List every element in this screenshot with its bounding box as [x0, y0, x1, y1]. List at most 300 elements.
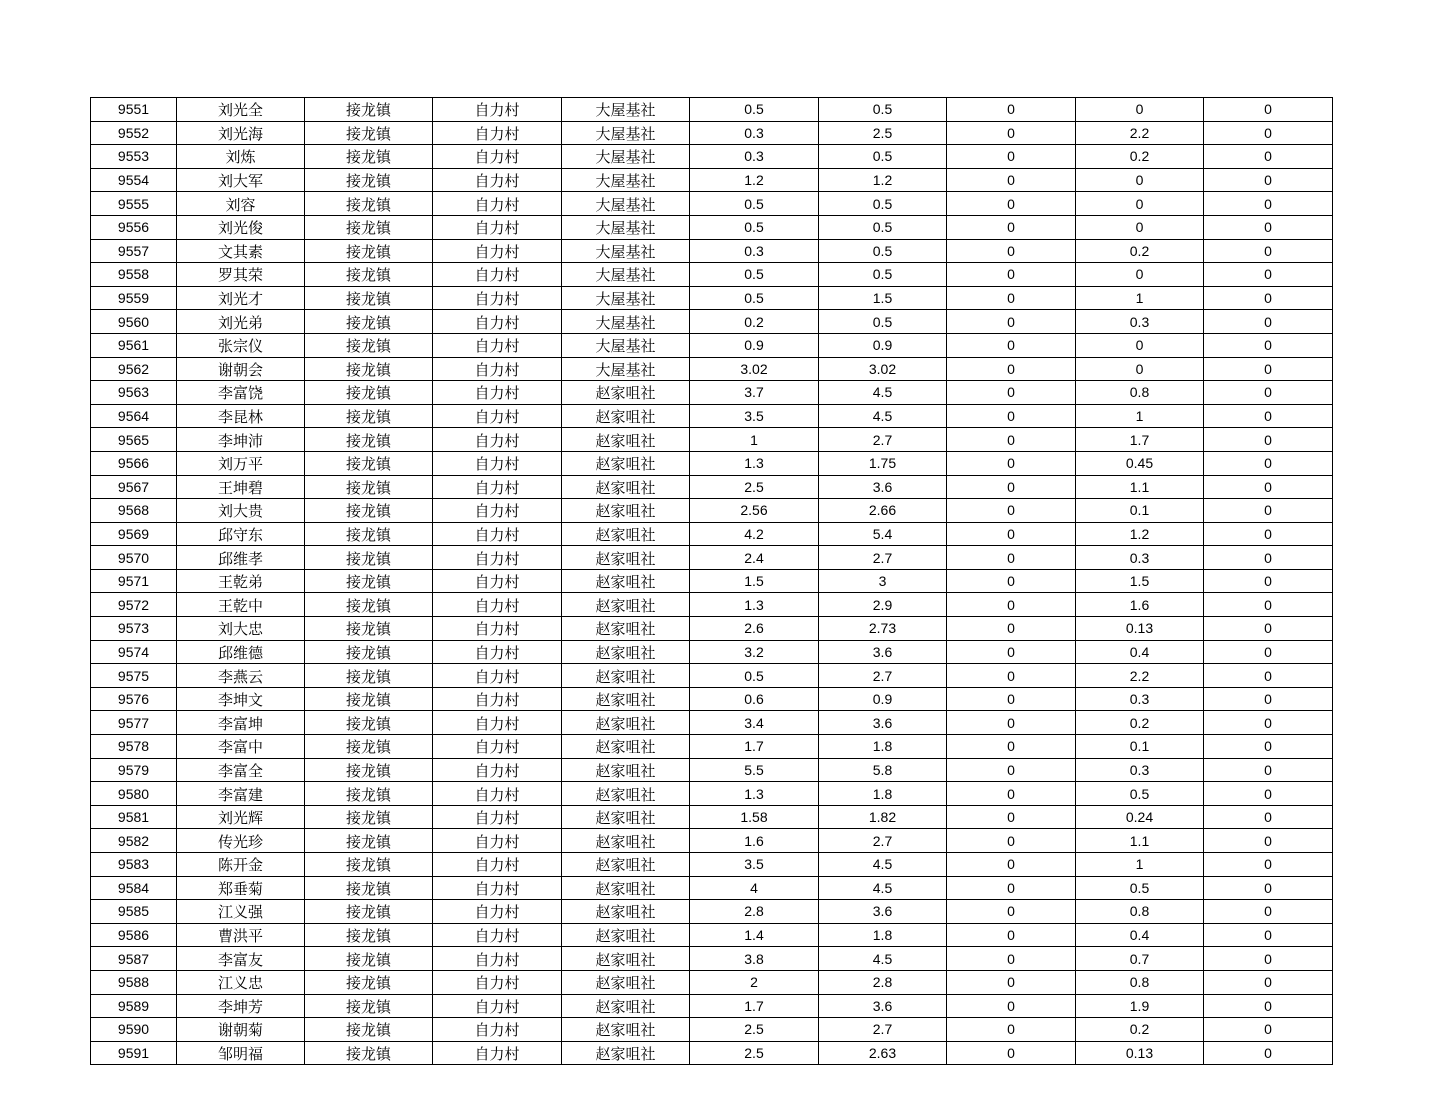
cell-group: 大屋基社: [562, 215, 690, 239]
cell-name: 刘光辉: [177, 805, 305, 829]
cell-value-5: 0: [1204, 947, 1333, 971]
cell-group: 赵家咀社: [562, 428, 690, 452]
cell-village: 自力村: [433, 758, 562, 782]
cell-value-1: 2.4: [690, 546, 819, 570]
cell-value-2: 3.6: [819, 900, 947, 924]
cell-row-id: 9570: [91, 546, 177, 570]
table-row: [91, 215, 1333, 239]
cell-value-3: 0: [947, 569, 1076, 593]
cell-group: 赵家咀社: [562, 947, 690, 971]
table-row: [91, 994, 1333, 1018]
cell-value-5: 0: [1204, 758, 1333, 782]
cell-row-id: 9584: [91, 876, 177, 900]
cell-value-4: 1.5: [1076, 569, 1204, 593]
cell-value-2: 1.75: [819, 451, 947, 475]
cell-row-id: 9591: [91, 1041, 177, 1065]
cell-row-id: 9567: [91, 475, 177, 499]
cell-name: 王坤碧: [177, 475, 305, 499]
cell-name: 陈开金: [177, 853, 305, 877]
cell-value-5: 0: [1204, 994, 1333, 1018]
cell-value-5: 0: [1204, 593, 1333, 617]
cell-value-1: 3.2: [690, 640, 819, 664]
cell-value-3: 0: [947, 546, 1076, 570]
cell-group: 赵家咀社: [562, 735, 690, 759]
cell-row-id: 9563: [91, 381, 177, 405]
cell-value-3: 0: [947, 263, 1076, 287]
cell-village: 自力村: [433, 876, 562, 900]
cell-village: 自力村: [433, 310, 562, 334]
cell-group: 大屋基社: [562, 239, 690, 263]
cell-row-id: 9555: [91, 192, 177, 216]
cell-value-1: 3.5: [690, 853, 819, 877]
table-row: [91, 758, 1333, 782]
cell-value-1: 0.5: [690, 215, 819, 239]
table-body: [91, 98, 1333, 1065]
cell-value-2: 3.6: [819, 640, 947, 664]
cell-value-4: 0: [1076, 168, 1204, 192]
cell-group: 赵家咀社: [562, 758, 690, 782]
cell-name: 文其素: [177, 239, 305, 263]
cell-name: 刘大忠: [177, 617, 305, 641]
cell-value-1: 1.7: [690, 994, 819, 1018]
table-row: [91, 664, 1333, 688]
cell-value-1: 1.7: [690, 735, 819, 759]
table-row: [91, 900, 1333, 924]
cell-value-2: 1.2: [819, 168, 947, 192]
cell-village: 自力村: [433, 994, 562, 1018]
cell-value-4: 0: [1076, 263, 1204, 287]
cell-town: 接龙镇: [305, 1041, 433, 1065]
cell-value-5: 0: [1204, 333, 1333, 357]
table-row: [91, 286, 1333, 310]
cell-name: 江义强: [177, 900, 305, 924]
cell-value-4: 0.45: [1076, 451, 1204, 475]
cell-village: 自力村: [433, 735, 562, 759]
cell-value-1: 1.3: [690, 451, 819, 475]
table-row: [91, 923, 1333, 947]
cell-village: 自力村: [433, 381, 562, 405]
cell-name: 刘光海: [177, 121, 305, 145]
table-row: [91, 98, 1333, 122]
table-row: [91, 970, 1333, 994]
cell-value-4: 0.13: [1076, 617, 1204, 641]
cell-value-1: 0.5: [690, 192, 819, 216]
cell-group: 赵家咀社: [562, 805, 690, 829]
cell-town: 接龙镇: [305, 546, 433, 570]
table-row: [91, 569, 1333, 593]
cell-value-4: 0: [1076, 98, 1204, 122]
cell-name: 刘大军: [177, 168, 305, 192]
cell-value-4: 0.7: [1076, 947, 1204, 971]
cell-town: 接龙镇: [305, 263, 433, 287]
cell-value-4: 0.24: [1076, 805, 1204, 829]
cell-value-3: 0: [947, 876, 1076, 900]
cell-group: 赵家咀社: [562, 923, 690, 947]
table-row: [91, 310, 1333, 334]
cell-value-3: 0: [947, 593, 1076, 617]
cell-village: 自力村: [433, 711, 562, 735]
cell-value-5: 0: [1204, 853, 1333, 877]
cell-value-1: 3.7: [690, 381, 819, 405]
cell-town: 接龙镇: [305, 735, 433, 759]
cell-group: 大屋基社: [562, 286, 690, 310]
cell-value-5: 0: [1204, 475, 1333, 499]
cell-village: 自力村: [433, 239, 562, 263]
cell-name: 邱维孝: [177, 546, 305, 570]
cell-value-1: 0.3: [690, 145, 819, 169]
cell-value-1: 2.6: [690, 617, 819, 641]
cell-value-3: 0: [947, 522, 1076, 546]
cell-value-3: 0: [947, 310, 1076, 334]
cell-town: 接龙镇: [305, 381, 433, 405]
cell-value-2: 1.8: [819, 735, 947, 759]
cell-value-2: 4.5: [819, 947, 947, 971]
cell-value-5: 0: [1204, 687, 1333, 711]
cell-value-5: 0: [1204, 546, 1333, 570]
cell-value-1: 3.8: [690, 947, 819, 971]
cell-row-id: 9562: [91, 357, 177, 381]
cell-value-1: 5.5: [690, 758, 819, 782]
cell-value-4: 0.4: [1076, 640, 1204, 664]
cell-value-1: 4: [690, 876, 819, 900]
cell-value-5: 0: [1204, 310, 1333, 334]
cell-value-4: 1.1: [1076, 475, 1204, 499]
cell-value-3: 0: [947, 98, 1076, 122]
cell-village: 自力村: [433, 829, 562, 853]
cell-value-1: 1.3: [690, 782, 819, 806]
cell-value-5: 0: [1204, 900, 1333, 924]
cell-value-3: 0: [947, 664, 1076, 688]
table-row: [91, 687, 1333, 711]
cell-row-id: 9578: [91, 735, 177, 759]
cell-value-3: 0: [947, 640, 1076, 664]
cell-village: 自力村: [433, 121, 562, 145]
table-row: [91, 475, 1333, 499]
cell-group: 赵家咀社: [562, 711, 690, 735]
cell-row-id: 9586: [91, 923, 177, 947]
cell-value-2: 2.8: [819, 970, 947, 994]
table-row: [91, 121, 1333, 145]
cell-value-3: 0: [947, 970, 1076, 994]
cell-row-id: 9582: [91, 829, 177, 853]
cell-name: 王乾弟: [177, 569, 305, 593]
cell-village: 自力村: [433, 499, 562, 523]
cell-value-1: 0.9: [690, 333, 819, 357]
cell-value-4: 1: [1076, 404, 1204, 428]
table-row: [91, 805, 1333, 829]
cell-village: 自力村: [433, 546, 562, 570]
cell-value-4: 0.13: [1076, 1041, 1204, 1065]
cell-town: 接龙镇: [305, 428, 433, 452]
cell-value-1: 2.8: [690, 900, 819, 924]
cell-town: 接龙镇: [305, 239, 433, 263]
cell-value-5: 0: [1204, 711, 1333, 735]
cell-village: 自力村: [433, 687, 562, 711]
cell-value-5: 0: [1204, 215, 1333, 239]
cell-value-2: 2.7: [819, 428, 947, 452]
cell-value-3: 0: [947, 499, 1076, 523]
cell-town: 接龙镇: [305, 711, 433, 735]
cell-value-3: 0: [947, 451, 1076, 475]
cell-value-2: 2.7: [819, 546, 947, 570]
cell-name: 邱守东: [177, 522, 305, 546]
cell-village: 自力村: [433, 145, 562, 169]
cell-group: 赵家咀社: [562, 499, 690, 523]
cell-village: 自力村: [433, 357, 562, 381]
cell-group: 赵家咀社: [562, 970, 690, 994]
cell-value-2: 2.73: [819, 617, 947, 641]
cell-town: 接龙镇: [305, 805, 433, 829]
cell-value-1: 0.5: [690, 286, 819, 310]
cell-value-2: 4.5: [819, 853, 947, 877]
cell-value-2: 4.5: [819, 381, 947, 405]
cell-group: 赵家咀社: [562, 782, 690, 806]
cell-value-4: 0.1: [1076, 499, 1204, 523]
cell-village: 自力村: [433, 853, 562, 877]
cell-value-4: 1.6: [1076, 593, 1204, 617]
table-row: [91, 711, 1333, 735]
table-row: [91, 546, 1333, 570]
cell-village: 自力村: [433, 970, 562, 994]
cell-town: 接龙镇: [305, 168, 433, 192]
cell-town: 接龙镇: [305, 1018, 433, 1042]
cell-group: 大屋基社: [562, 192, 690, 216]
cell-name: 刘光俊: [177, 215, 305, 239]
cell-name: 李坤芳: [177, 994, 305, 1018]
cell-value-5: 0: [1204, 923, 1333, 947]
cell-village: 自力村: [433, 522, 562, 546]
cell-town: 接龙镇: [305, 829, 433, 853]
cell-value-4: 0.8: [1076, 970, 1204, 994]
cell-value-3: 0: [947, 947, 1076, 971]
cell-group: 赵家咀社: [562, 475, 690, 499]
cell-value-2: 1.8: [819, 923, 947, 947]
cell-village: 自力村: [433, 192, 562, 216]
cell-value-3: 0: [947, 168, 1076, 192]
cell-town: 接龙镇: [305, 994, 433, 1018]
cell-value-2: 2.7: [819, 829, 947, 853]
cell-group: 赵家咀社: [562, 593, 690, 617]
cell-value-5: 0: [1204, 617, 1333, 641]
cell-value-3: 0: [947, 994, 1076, 1018]
cell-village: 自力村: [433, 947, 562, 971]
cell-value-5: 0: [1204, 640, 1333, 664]
cell-name: 郑垂菊: [177, 876, 305, 900]
cell-village: 自力村: [433, 215, 562, 239]
cell-value-2: 3.6: [819, 475, 947, 499]
cell-village: 自力村: [433, 805, 562, 829]
cell-value-2: 2.5: [819, 121, 947, 145]
cell-value-2: 3.6: [819, 994, 947, 1018]
cell-value-4: 0.2: [1076, 711, 1204, 735]
cell-group: 大屋基社: [562, 121, 690, 145]
cell-value-3: 0: [947, 805, 1076, 829]
cell-value-1: 0.5: [690, 664, 819, 688]
cell-village: 自力村: [433, 263, 562, 287]
cell-name: 李燕云: [177, 664, 305, 688]
cell-name: 李富友: [177, 947, 305, 971]
cell-group: 赵家咀社: [562, 876, 690, 900]
cell-value-3: 0: [947, 687, 1076, 711]
cell-row-id: 9590: [91, 1018, 177, 1042]
table-row: [91, 617, 1333, 641]
cell-value-5: 0: [1204, 404, 1333, 428]
cell-value-3: 0: [947, 735, 1076, 759]
cell-value-5: 0: [1204, 239, 1333, 263]
cell-value-4: 0.8: [1076, 381, 1204, 405]
cell-value-3: 0: [947, 1018, 1076, 1042]
cell-name: 李昆林: [177, 404, 305, 428]
table-row: [91, 381, 1333, 405]
cell-row-id: 9571: [91, 569, 177, 593]
cell-value-4: 0.4: [1076, 923, 1204, 947]
cell-value-4: 1.7: [1076, 428, 1204, 452]
cell-village: 自力村: [433, 404, 562, 428]
cell-name: 罗其荣: [177, 263, 305, 287]
cell-town: 接龙镇: [305, 286, 433, 310]
table-row: [91, 263, 1333, 287]
cell-group: 大屋基社: [562, 310, 690, 334]
cell-value-2: 0.5: [819, 215, 947, 239]
cell-value-3: 0: [947, 428, 1076, 452]
cell-value-3: 0: [947, 782, 1076, 806]
cell-name: 刘万平: [177, 451, 305, 475]
cell-name: 谢朝会: [177, 357, 305, 381]
cell-row-id: 9566: [91, 451, 177, 475]
cell-name: 刘炼: [177, 145, 305, 169]
cell-village: 自力村: [433, 98, 562, 122]
cell-value-1: 3.02: [690, 357, 819, 381]
cell-name: 谢朝菊: [177, 1018, 305, 1042]
cell-value-4: 0: [1076, 333, 1204, 357]
cell-name: 王乾中: [177, 593, 305, 617]
cell-town: 接龙镇: [305, 617, 433, 641]
cell-value-1: 1.3: [690, 593, 819, 617]
cell-row-id: 9587: [91, 947, 177, 971]
cell-value-5: 0: [1204, 829, 1333, 853]
cell-name: 刘光才: [177, 286, 305, 310]
cell-row-id: 9557: [91, 239, 177, 263]
cell-group: 大屋基社: [562, 98, 690, 122]
cell-group: 赵家咀社: [562, 546, 690, 570]
cell-row-id: 9560: [91, 310, 177, 334]
table-row: [91, 947, 1333, 971]
cell-value-5: 0: [1204, 1018, 1333, 1042]
cell-value-3: 0: [947, 239, 1076, 263]
cell-group: 赵家咀社: [562, 994, 690, 1018]
cell-town: 接龙镇: [305, 451, 433, 475]
cell-value-5: 0: [1204, 263, 1333, 287]
cell-group: 赵家咀社: [562, 853, 690, 877]
cell-value-4: 0.8: [1076, 900, 1204, 924]
cell-value-3: 0: [947, 923, 1076, 947]
table-row: [91, 168, 1333, 192]
cell-value-5: 0: [1204, 499, 1333, 523]
cell-value-4: 2.2: [1076, 121, 1204, 145]
cell-value-1: 0.3: [690, 239, 819, 263]
cell-value-5: 0: [1204, 357, 1333, 381]
cell-village: 自力村: [433, 569, 562, 593]
cell-value-2: 0.9: [819, 333, 947, 357]
cell-village: 自力村: [433, 333, 562, 357]
cell-value-2: 0.5: [819, 98, 947, 122]
cell-town: 接龙镇: [305, 947, 433, 971]
cell-value-5: 0: [1204, 381, 1333, 405]
cell-value-2: 0.5: [819, 310, 947, 334]
cell-village: 自力村: [433, 593, 562, 617]
cell-value-5: 0: [1204, 121, 1333, 145]
cell-town: 接龙镇: [305, 782, 433, 806]
cell-group: 赵家咀社: [562, 1018, 690, 1042]
cell-value-3: 0: [947, 145, 1076, 169]
cell-row-id: 9551: [91, 98, 177, 122]
table-row: [91, 499, 1333, 523]
cell-group: 赵家咀社: [562, 404, 690, 428]
cell-value-1: 2: [690, 970, 819, 994]
cell-value-1: 0.6: [690, 687, 819, 711]
cell-value-2: 0.5: [819, 263, 947, 287]
cell-name: 李富饶: [177, 381, 305, 405]
cell-name: 邱维德: [177, 640, 305, 664]
cell-town: 接龙镇: [305, 593, 433, 617]
cell-group: 赵家咀社: [562, 451, 690, 475]
table-row: [91, 192, 1333, 216]
cell-group: 赵家咀社: [562, 640, 690, 664]
cell-town: 接龙镇: [305, 923, 433, 947]
table-row: [91, 239, 1333, 263]
cell-name: 刘大贵: [177, 499, 305, 523]
cell-value-1: 3.5: [690, 404, 819, 428]
table-row: [91, 451, 1333, 475]
cell-value-3: 0: [947, 853, 1076, 877]
table-row: [91, 404, 1333, 428]
cell-village: 自力村: [433, 640, 562, 664]
cell-group: 大屋基社: [562, 263, 690, 287]
cell-value-5: 0: [1204, 145, 1333, 169]
cell-value-3: 0: [947, 192, 1076, 216]
cell-village: 自力村: [433, 1018, 562, 1042]
cell-village: 自力村: [433, 923, 562, 947]
table-row: [91, 876, 1333, 900]
cell-group: 大屋基社: [562, 333, 690, 357]
cell-row-id: 9574: [91, 640, 177, 664]
cell-row-id: 9588: [91, 970, 177, 994]
table-row: [91, 428, 1333, 452]
cell-row-id: 9577: [91, 711, 177, 735]
cell-value-1: 1.6: [690, 829, 819, 853]
cell-name: 刘光全: [177, 98, 305, 122]
cell-value-5: 0: [1204, 569, 1333, 593]
cell-value-1: 2.56: [690, 499, 819, 523]
cell-value-1: 2.5: [690, 1041, 819, 1065]
cell-value-5: 0: [1204, 664, 1333, 688]
cell-name: 李坤文: [177, 687, 305, 711]
cell-name: 李富建: [177, 782, 305, 806]
table-row: [91, 145, 1333, 169]
cell-row-id: 9558: [91, 263, 177, 287]
cell-town: 接龙镇: [305, 121, 433, 145]
cell-value-1: 3.4: [690, 711, 819, 735]
cell-value-3: 0: [947, 617, 1076, 641]
cell-value-2: 2.66: [819, 499, 947, 523]
cell-town: 接龙镇: [305, 404, 433, 428]
table-row: [91, 782, 1333, 806]
cell-value-4: 0.5: [1076, 876, 1204, 900]
cell-group: 赵家咀社: [562, 900, 690, 924]
cell-town: 接龙镇: [305, 900, 433, 924]
cell-value-5: 0: [1204, 735, 1333, 759]
cell-value-4: 0.2: [1076, 239, 1204, 263]
